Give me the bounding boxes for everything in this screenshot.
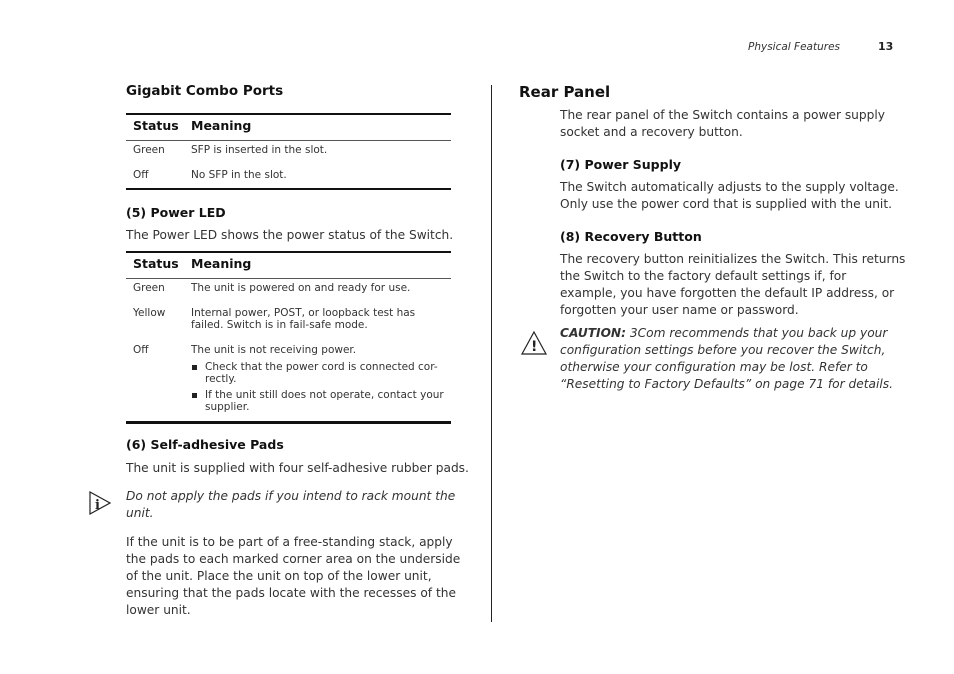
power-led-heading: (5) Power LED xyxy=(126,205,226,220)
caution-line2: configuration settings before you recover the Switch, xyxy=(560,343,886,357)
table-header-rule xyxy=(126,140,451,141)
power-row-2-status: Yellow xyxy=(133,307,166,319)
power-row-1-meaning: The unit is powered on and ready for use. xyxy=(191,282,411,294)
power-row-3-bullet2-line2: supplier. xyxy=(205,401,250,413)
svg-text:i: i xyxy=(95,498,100,513)
caution-warning-icon xyxy=(520,330,548,360)
pads-note-line2: unit. xyxy=(126,506,154,520)
bullet-icon xyxy=(192,365,197,370)
power-row-2-meaning-line2: failed. Switch is in fail-safe mode. xyxy=(191,319,368,331)
table-bottom-rule xyxy=(126,188,451,190)
combo-row-2-meaning: No SFP in the slot. xyxy=(191,169,287,181)
rear-panel-heading: Rear Panel xyxy=(519,83,611,101)
pads-para-line4: ensuring that the pads locate with the recesses of the xyxy=(126,586,456,600)
caution-line4: “Resetting to Factory Defaults” on page 71 for details. xyxy=(560,377,893,391)
combo-col-meaning: Meaning xyxy=(191,118,252,133)
recovery-line1: The recovery button reinitializes the Switch. This returns xyxy=(560,252,906,266)
recovery-line2: the Switch to the factory default settings if, for xyxy=(560,269,847,283)
svg-text:!: ! xyxy=(531,339,538,355)
pads-para-line5: lower unit. xyxy=(126,603,191,617)
power-row-3-status: Off xyxy=(133,344,149,356)
running-header-section: Physical Features xyxy=(748,41,841,53)
pads-para-line2: the pads to each marked corner area on the underside xyxy=(126,552,461,566)
combo-ports-heading: Gigabit Combo Ports xyxy=(126,83,284,99)
caution-label: CAUTION: xyxy=(560,326,627,340)
table-top-rule xyxy=(126,113,451,115)
pads-para-line1: If the unit is to be part of a free-standing stack, apply xyxy=(126,535,453,549)
caution-text: 3Com recommends that you back up your xyxy=(626,326,888,340)
power-supply-line2: Only use the power cord that is supplied with the unit. xyxy=(560,197,892,211)
bullet-icon xyxy=(192,393,197,398)
table-bottom-rule xyxy=(126,421,451,424)
rear-panel-intro-line1: The rear panel of the Switch contains a power supply xyxy=(560,108,885,122)
pads-note-line1: Do not apply the pads if you intend to rack mount the xyxy=(126,489,456,503)
pads-para-line3: of the unit. Place the unit on top of the lower unit, xyxy=(126,569,432,583)
caution-line3: otherwise your configuration may be lost. Refer to xyxy=(560,360,868,374)
recovery-line3: example, you have forgotten the default IP address, or xyxy=(560,286,895,300)
power-row-3-bullet1-line1: Check that the power cord is connected cor- xyxy=(205,361,438,373)
rear-panel-intro-line2: socket and a recovery button. xyxy=(560,125,743,139)
power-led-intro: The Power LED shows the power status of the Switch. xyxy=(126,228,454,242)
combo-row-1-status: Green xyxy=(133,144,165,156)
pads-heading: (6) Self-adhesive Pads xyxy=(126,437,284,452)
pads-text: The unit is supplied with four self-adhesive rubber pads. xyxy=(126,461,469,475)
power-row-1-status: Green xyxy=(133,282,165,294)
recovery-button-heading: (8) Recovery Button xyxy=(560,229,702,244)
column-divider xyxy=(491,85,492,622)
recovery-line4: forgotten your user name or password. xyxy=(560,303,799,317)
power-row-3-meaning: The unit is not receiving power. xyxy=(191,344,357,356)
caution-line1 xyxy=(560,325,887,342)
power-row-3-bullet1-line2: rectly. xyxy=(205,373,237,385)
power-row-3-bullet2-line1: If the unit still does not operate, contact your xyxy=(205,389,444,401)
combo-col-status: Status xyxy=(133,118,179,133)
power-col-meaning: Meaning xyxy=(191,256,252,271)
page-number: 13 xyxy=(878,40,894,53)
table-top-rule xyxy=(126,251,451,253)
combo-row-1-meaning: SFP is inserted in the slot. xyxy=(191,144,328,156)
info-note-icon xyxy=(88,490,112,520)
power-col-status: Status xyxy=(133,256,179,271)
table-header-rule xyxy=(126,278,451,279)
combo-row-2-status: Off xyxy=(133,169,149,181)
power-row-2-meaning-line1: Internal power, POST, or loopback test has xyxy=(191,307,416,319)
power-supply-heading: (7) Power Supply xyxy=(560,157,681,172)
power-supply-line1: The Switch automatically adjusts to the supply voltage. xyxy=(560,180,899,194)
